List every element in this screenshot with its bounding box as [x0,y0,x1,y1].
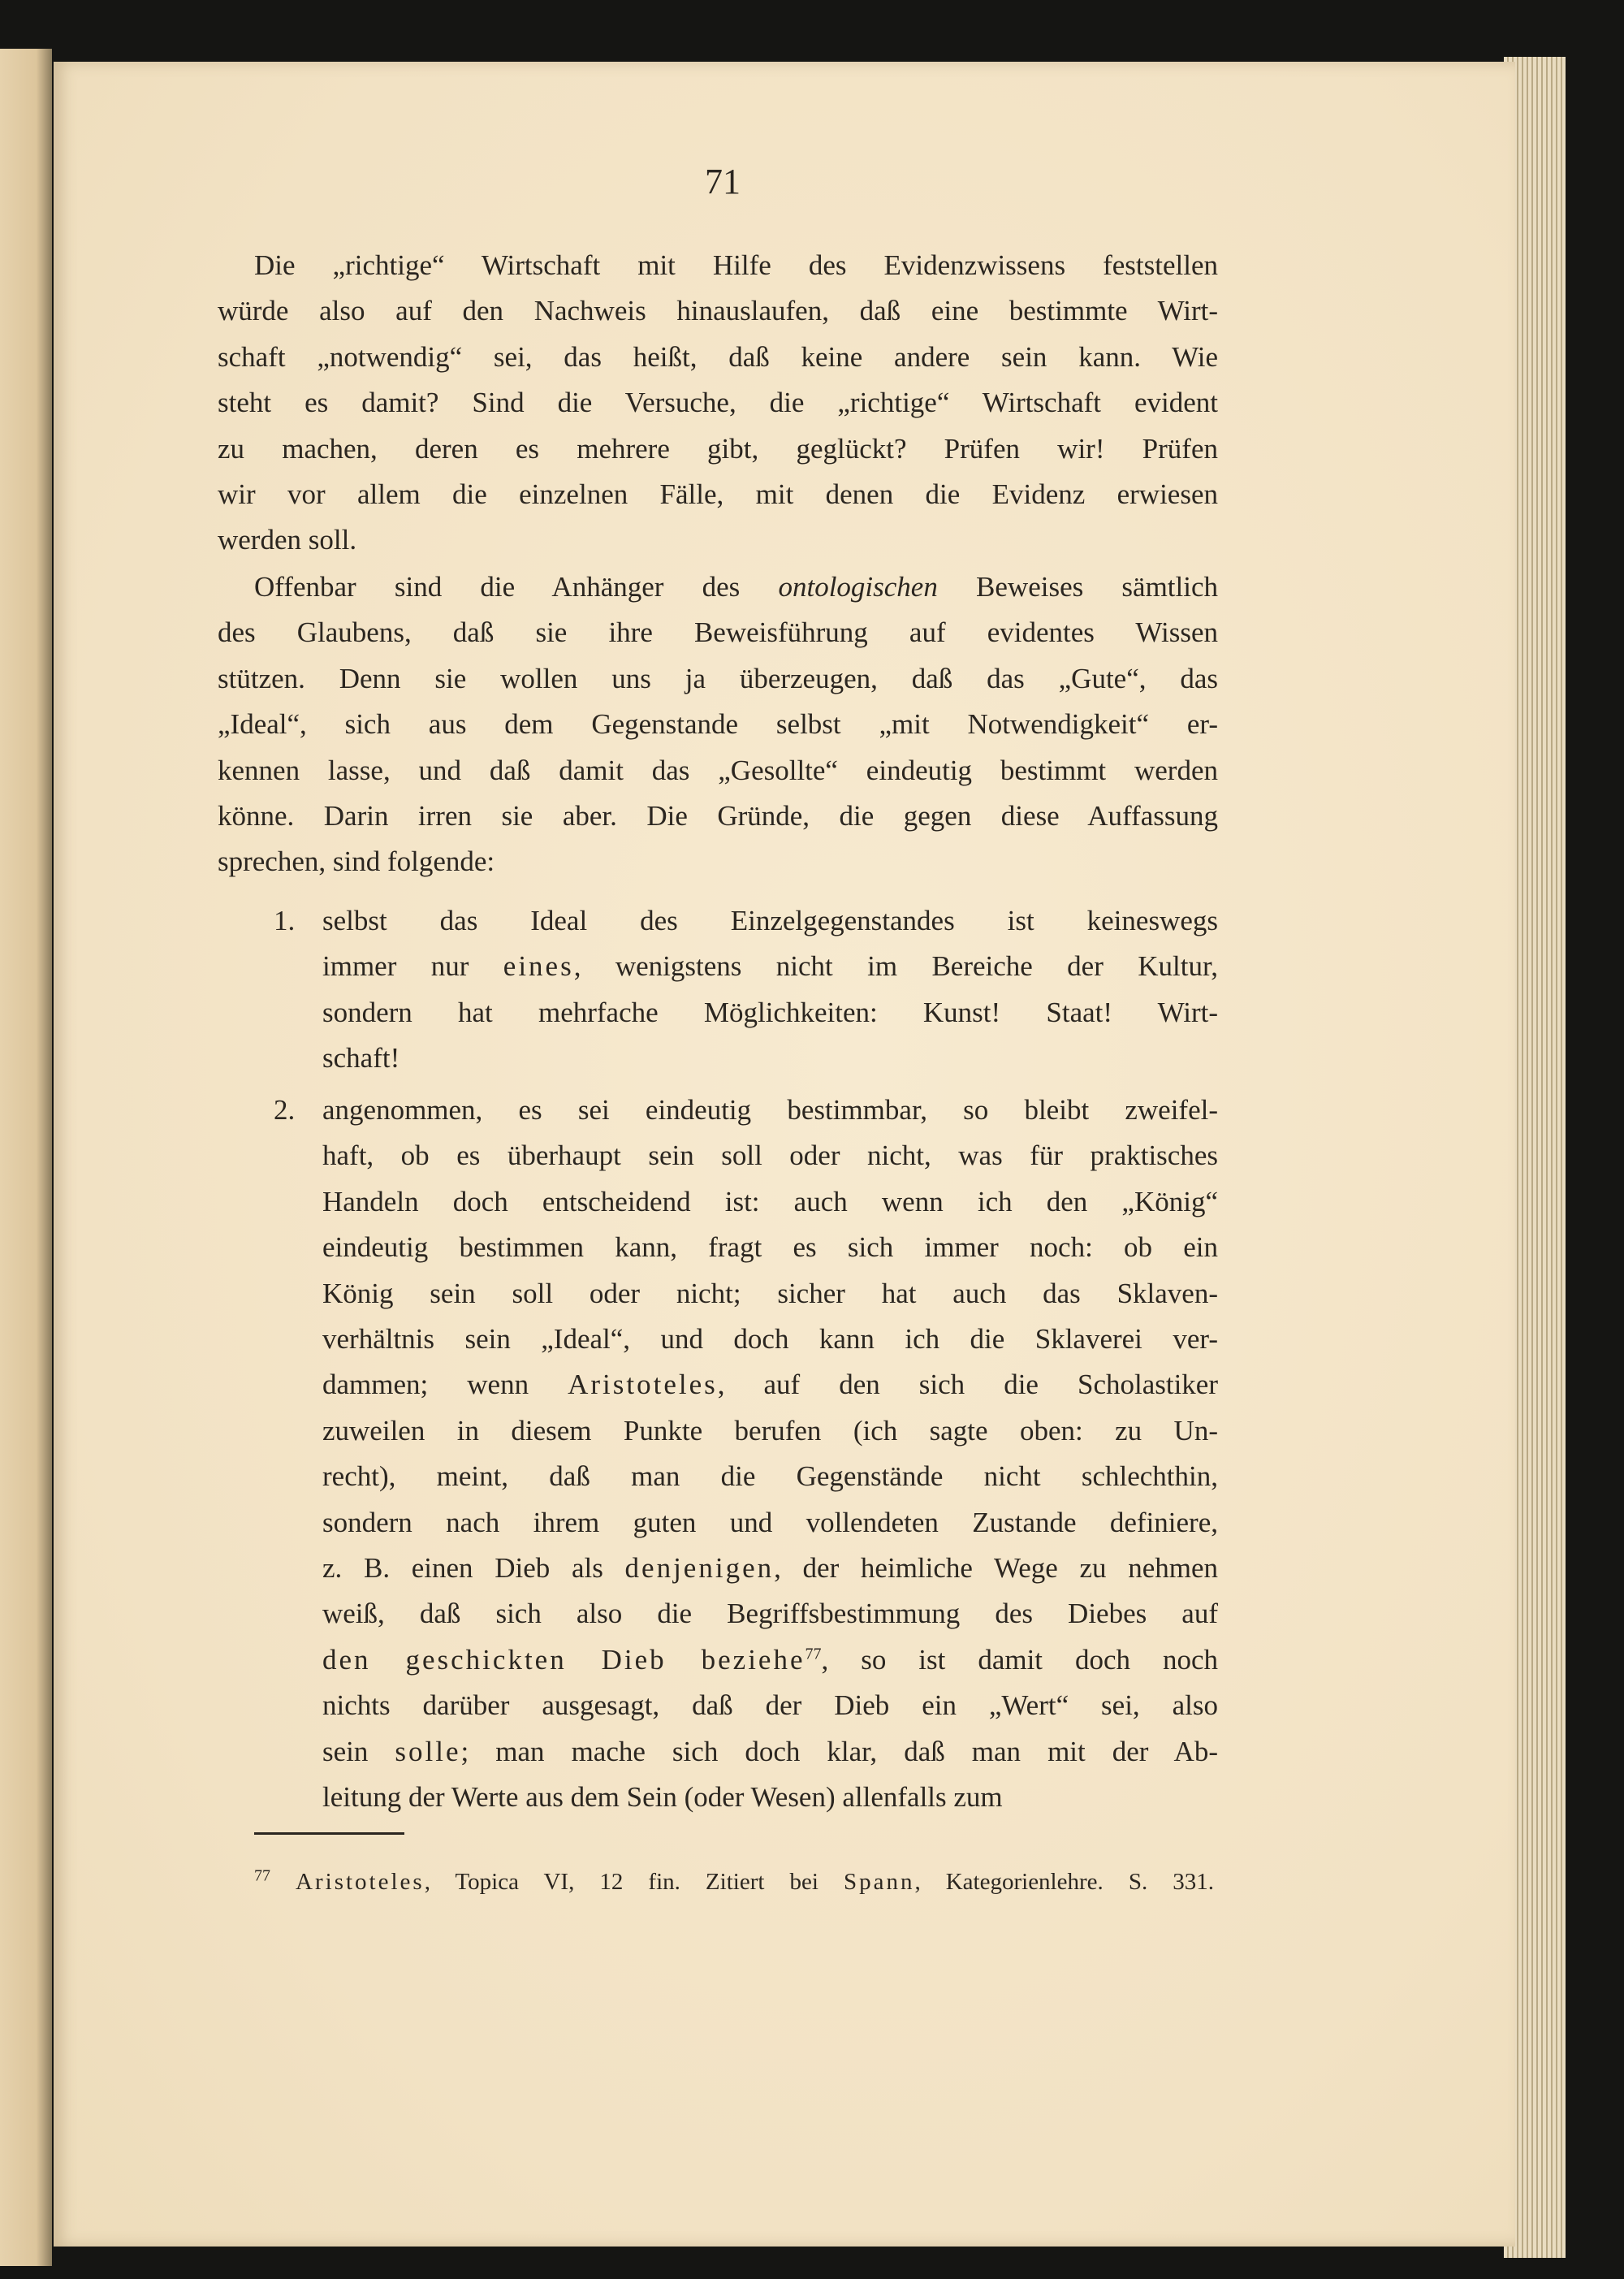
text-segment: solle [395,1735,461,1767]
text-segment: eindeutig bestimmen kann, fragt es sich immer noch: ob ein [322,1231,1218,1264]
text-segment: zuweilen in diesem Punkte berufen (ich sagte oben: zu Un- [322,1414,1218,1447]
text-segment: stützen. Denn sie wollen uns ja überzeugen, daß das „Gute“, das [218,662,1218,694]
text-segment: haft, ob es überhaupt sein soll oder nicht, was für praktisches [322,1140,1218,1172]
text-line [322,1637,1218,1683]
text-segment: denjenigen [624,1552,775,1585]
text-segment: den geschickten Dieb beziehe [322,1643,806,1676]
text-line [322,1454,1218,1499]
text-line [218,380,1218,426]
text-segment: , wenigstens nicht im Bereiche der Kultur, [573,950,1218,983]
footnote-reference: 77 [805,1645,822,1663]
text-segment: dammen; wenn [322,1369,568,1401]
footnote-divider [254,1832,404,1835]
text-segment: verhältnis sein „Ideal“, und doch kann ich die Sklaverei ver- [322,1323,1218,1356]
text-segment: steht es damit? Sind die Versuche, die „richtige“ Wirtschaft evident [218,387,1218,419]
text-segment: Aristoteles [296,1869,425,1895]
text-line [322,1729,1218,1775]
text-line [322,1408,1218,1454]
text-segment: selbst das Ideal des Einzelgegenstandes ist keineswegs [322,905,1218,936]
text-segment: angenommen, es sei eindeutig bestimmbar, so bleibt zweifel- [322,1094,1218,1126]
text-line [322,944,1218,989]
text-segment: kennen lasse, und daß damit das „Gesollte“ eindeutig bestimmt werden [218,754,1218,786]
text-line [218,702,1218,747]
text-line [322,1683,1218,1728]
page-number: 71 [705,162,741,201]
text-segment: , Kategorienlehre. S. 331. [914,1869,1214,1895]
text-segment: leitung der Werte aus dem Sein (oder Wesen) allenfalls zum [322,1781,1003,1814]
text-segment: Aristoteles [568,1369,718,1401]
text-segment: Offenbar sind die Anhänger des [254,571,779,603]
text-segment: ontologischen [778,571,938,603]
footnote [254,1864,1214,1900]
text-line [322,990,1218,1036]
text-segment: , auf den sich die Scholastiker [717,1369,1218,1401]
footnote-marker: 77 [254,1866,270,1885]
text-segment [270,1869,296,1895]
text-segment: wir vor allem die einzelnen Fälle, mit denen die Evidenz erwiesen [218,478,1218,511]
text-segment: , der heimliche Wege zu nehmen [774,1552,1219,1585]
text-line [218,472,1218,517]
list-item-1 [274,898,1218,1082]
text-segment: würde also auf den Nachweis hinauslaufen, daß eine bestimmte Wirt- [218,295,1218,327]
left-page-edge [0,49,52,2266]
text-segment: z. B. einen Dieb als [322,1552,625,1585]
text-line [322,1362,1218,1408]
text-line [322,1546,1218,1591]
text-line [218,564,1218,610]
text-line [322,1591,1218,1637]
text-segment: Die „richtige“ Wirtschaft mit Hilfe des Evidenzwissens feststellen [254,249,1218,281]
text-segment: schaft! [322,1042,400,1075]
text-segment: weiß, daß sich also die Begriffsbestimmung des Diebes auf [322,1598,1218,1630]
text-line [218,748,1218,794]
text-segment: werden soll. [218,524,357,556]
text-segment: Handeln doch entscheidend ist: auch wenn ich den „König“ [322,1185,1218,1217]
text-line [322,1317,1218,1362]
text-line [218,656,1218,702]
text-line [322,1271,1218,1317]
text-line [322,1775,1218,1820]
text-line [218,517,1218,563]
text-line [322,1225,1218,1270]
text-segment: sondern nach ihrem guten und vollendeten Zustande definiere, [322,1506,1218,1538]
text-line [322,898,1218,944]
text-segment: zu machen, deren es mehrere gibt, geglückt? Prüfen wir! Prüfen [218,432,1218,465]
text-line [218,610,1218,655]
text-segment: immer nur [322,950,503,983]
text-segment: , Topica VI, 12 fin. Zitiert bei [424,1869,844,1895]
text-line [218,839,1218,884]
text-segment: ; man mache sich doch klar, daß man mit der Ab- [460,1735,1218,1767]
text-segment: schaft „notwendig“ sei, das heißt, daß keine andere sein kann. Wie [218,340,1218,373]
text-line [218,794,1218,839]
text-line [218,243,1218,288]
text-line [322,1133,1218,1178]
text-segment: könne. Darin irren sie aber. Die Gründe, die gegen diese Auffassung [218,800,1218,832]
paragraph-2 [218,564,1218,885]
paragraph-1 [218,243,1218,564]
text-segment: des Glaubens, daß sie ihre Beweisführung auf evidentes Wissen [218,616,1218,649]
text-segment: nichts darüber ausgesagt, daß der Dieb ein „Wert“ sei, also [322,1689,1218,1722]
text-line [218,288,1218,334]
text-segment: Spann [843,1869,915,1895]
text-line [218,335,1218,380]
text-segment: „Ideal“, sich aus dem Gegenstande selbst „mit Notwendigkeit“ er- [218,708,1218,741]
text-segment: eines [503,950,574,983]
text-segment: Beweises sämtlich [937,571,1218,603]
text-segment: König sein soll oder nicht; sicher hat auch das Sklaven- [322,1277,1218,1309]
list-item-2 [274,1088,1219,1821]
text-segment: sprechen, sind folgende: [218,845,495,878]
text-line [218,426,1218,472]
list-number: 1. [274,905,296,936]
text-segment: , so ist damit doch noch [821,1643,1219,1676]
text-line [322,1500,1218,1546]
text-line [322,1179,1218,1225]
text-segment: sondern hat mehrfache Möglichkeiten: Kunst! Staat! Wirt- [322,996,1218,1028]
text-segment: sein [322,1735,395,1767]
text-line [322,1088,1218,1133]
text-segment: recht), meint, daß man die Gegenstände nicht schlechthin, [322,1460,1218,1493]
text-line [322,1036,1218,1081]
list-number: 2. [274,1094,296,1126]
